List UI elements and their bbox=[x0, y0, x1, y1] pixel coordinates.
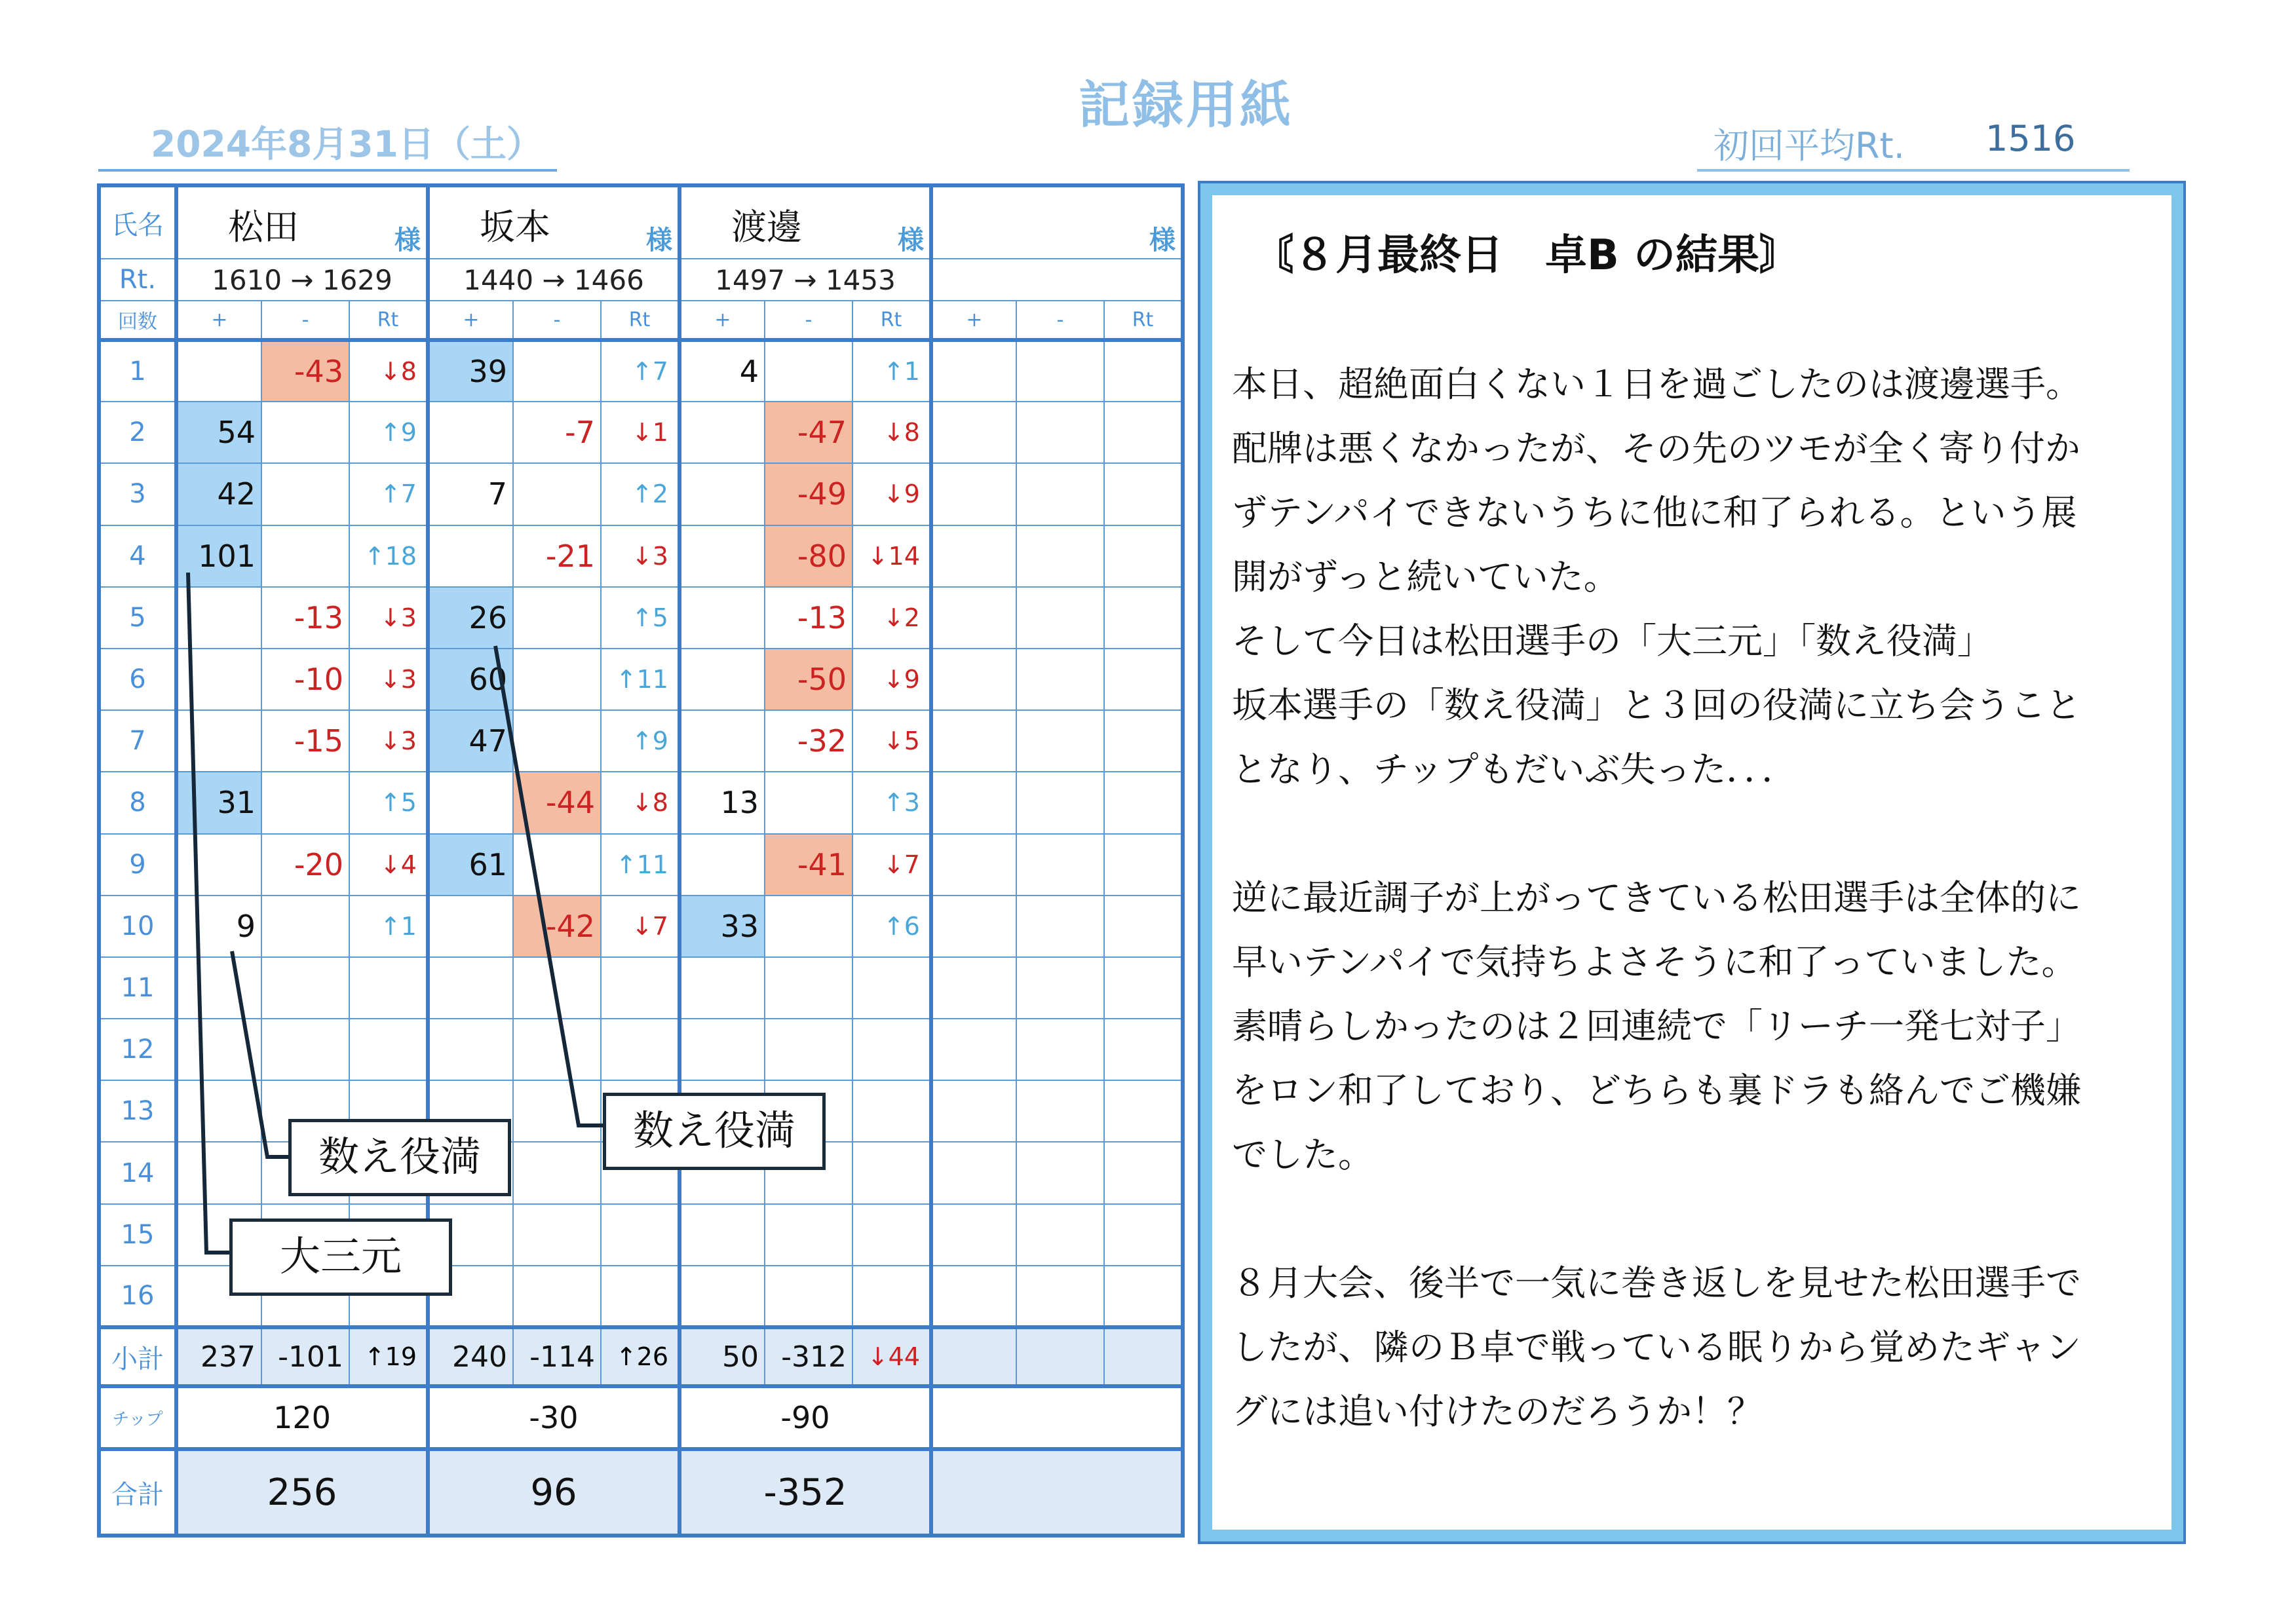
label-total: 合計 bbox=[99, 1449, 176, 1536]
score-rt: ↑2 bbox=[601, 463, 679, 525]
score-minus: -50 bbox=[765, 649, 852, 710]
score-minus: -49 bbox=[765, 463, 852, 525]
score-rt: ↑11 bbox=[601, 649, 679, 710]
avg-rating-label: 初回平均Rt. bbox=[1713, 125, 1905, 166]
comment-line: ８月大会、後半で一気に巻き返しを見せた松田選手で bbox=[1232, 1262, 2081, 1304]
score-minus: -44 bbox=[513, 772, 601, 833]
avg-rating-value: 1516 bbox=[1985, 118, 2076, 159]
score-plus: 9 bbox=[176, 896, 261, 957]
subtotal-rt: ↓44 bbox=[852, 1327, 931, 1386]
score-minus: -13 bbox=[765, 587, 852, 649]
subtotal-minus: -312 bbox=[765, 1327, 852, 1386]
score-rt: ↑7 bbox=[349, 463, 428, 525]
total-value: 96 bbox=[428, 1449, 679, 1536]
score-minus: -42 bbox=[513, 896, 601, 957]
score-rt: ↓2 bbox=[852, 587, 931, 649]
score-minus: -80 bbox=[765, 525, 852, 587]
col-header-plus: + bbox=[428, 301, 513, 340]
score-rt: ↑11 bbox=[601, 834, 679, 896]
score-rt: ↓8 bbox=[349, 340, 428, 402]
col-header-plus: + bbox=[679, 301, 765, 340]
label-round: 回数 bbox=[99, 301, 176, 340]
score-minus: -32 bbox=[765, 710, 852, 772]
comment-line: そして今日は松田選手の「大三元」「数え役満」 bbox=[1232, 620, 1993, 662]
callout-kazoe-yakuman-sakamoto: 数え役満 bbox=[603, 1093, 826, 1170]
leader-kazoe-sakamoto bbox=[495, 646, 603, 1125]
score-rt: ↑9 bbox=[349, 402, 428, 463]
round-number: 11 bbox=[99, 957, 176, 1019]
round-number: 9 bbox=[99, 834, 176, 896]
col-header-minus: - bbox=[513, 301, 601, 340]
comment-line: でした。 bbox=[1232, 1134, 1373, 1175]
score-rt: ↓3 bbox=[349, 649, 428, 710]
score-plus: 60 bbox=[428, 649, 513, 710]
score-rt: ↑3 bbox=[852, 772, 931, 833]
round-number: 12 bbox=[99, 1019, 176, 1080]
score-rt: ↑9 bbox=[601, 710, 679, 772]
round-number: 6 bbox=[99, 649, 176, 710]
score-rt: ↓9 bbox=[852, 649, 931, 710]
score-rt: ↓5 bbox=[852, 710, 931, 772]
subtotal-minus: -101 bbox=[261, 1327, 349, 1386]
score-rt: ↓3 bbox=[349, 587, 428, 649]
player-name: 渡邊 bbox=[731, 206, 802, 248]
player-rt-change: 1610 → 1629 bbox=[176, 259, 428, 301]
chip-value: 120 bbox=[176, 1386, 428, 1449]
score-plus: 31 bbox=[176, 772, 261, 833]
label-subtotal: 小計 bbox=[99, 1327, 176, 1386]
col-header-rt: Rt bbox=[852, 301, 931, 340]
comment-line: 本日、超絶面白くない１日を過ごしたのは渡邊選手。 bbox=[1232, 364, 2081, 405]
comment-line: 坂本選手の「数え役満」と３回の役満に立ち会うこと bbox=[1232, 685, 2081, 726]
honorific-sama: 様 bbox=[898, 225, 924, 255]
subtotal-minus: -114 bbox=[513, 1327, 601, 1386]
score-rt: ↓8 bbox=[601, 772, 679, 833]
leader-kazoe-matsuda bbox=[232, 951, 288, 1157]
score-minus: -10 bbox=[261, 649, 349, 710]
round-number: 5 bbox=[99, 587, 176, 649]
round-number: 4 bbox=[99, 525, 176, 587]
round-number: 16 bbox=[99, 1266, 176, 1327]
label-rt: Rt. bbox=[99, 259, 176, 301]
score-minus: -20 bbox=[261, 834, 349, 896]
score-plus: 61 bbox=[428, 834, 513, 896]
score-minus: -7 bbox=[513, 402, 601, 463]
player-rt-change: 1497 → 1453 bbox=[679, 259, 931, 301]
player-name: 坂本 bbox=[480, 206, 550, 248]
round-number: 13 bbox=[99, 1080, 176, 1142]
score-rt: ↑5 bbox=[349, 772, 428, 833]
score-plus: 54 bbox=[176, 402, 261, 463]
round-number: 10 bbox=[99, 896, 176, 957]
score-rt: ↓8 bbox=[852, 402, 931, 463]
player-rt-change: 1440 → 1466 bbox=[428, 259, 679, 301]
round-number: 2 bbox=[99, 402, 176, 463]
subtotal-plus: 50 bbox=[679, 1327, 765, 1386]
score-rt: ↑1 bbox=[349, 896, 428, 957]
col-header-rt: Rt bbox=[601, 301, 679, 340]
score-plus: 4 bbox=[679, 340, 765, 402]
callout-daisangen: 大三元 bbox=[229, 1218, 452, 1296]
comment-line: 配牌は悪くなかったが、その先のツモが全く寄り付か bbox=[1232, 428, 2080, 469]
score-plus: 42 bbox=[176, 463, 261, 525]
callout-kazoe-yakuman-matsuda: 数え役満 bbox=[288, 1119, 511, 1196]
col-header-minus: - bbox=[261, 301, 349, 340]
comment-line: 逆に最近調子が上がってきている松田選手は全体的に bbox=[1232, 877, 2081, 918]
label-chip: チップ bbox=[99, 1386, 176, 1449]
round-number: 1 bbox=[99, 340, 176, 402]
col-header-plus: + bbox=[176, 301, 261, 340]
comment-line: 開がずっと続いていた。 bbox=[1232, 556, 1619, 597]
score-minus: -43 bbox=[261, 340, 349, 402]
score-minus: -13 bbox=[261, 587, 349, 649]
honorific-sama: 様 bbox=[394, 225, 421, 255]
page-title: 記録用紙 bbox=[1078, 76, 1293, 135]
score-rt: ↓4 bbox=[349, 834, 428, 896]
col-header-minus: - bbox=[765, 301, 852, 340]
score-plus: 13 bbox=[679, 772, 765, 833]
score-plus: 39 bbox=[428, 340, 513, 402]
score-rt: ↓1 bbox=[601, 402, 679, 463]
comment-line: をロン和了しており、どちらも裏ドラも絡んでご機嫌 bbox=[1232, 1070, 2081, 1111]
subtotal-rt: ↑19 bbox=[349, 1327, 428, 1386]
score-rt: ↓7 bbox=[601, 896, 679, 957]
comment-line: 素晴らしかったのは２回連続で「リーチ一発七対子」 bbox=[1232, 1006, 2081, 1047]
score-minus: -47 bbox=[765, 402, 852, 463]
score-rt: ↓9 bbox=[852, 463, 931, 525]
col-header-plus: + bbox=[931, 301, 1016, 340]
round-number: 14 bbox=[99, 1142, 176, 1203]
chip-value: -30 bbox=[428, 1386, 679, 1449]
comment-heading: 〘８月最終日 卓B の結果〙 bbox=[1252, 231, 1802, 280]
score-rt: ↑5 bbox=[601, 587, 679, 649]
score-rt: ↓7 bbox=[852, 834, 931, 896]
score-plus: 26 bbox=[428, 587, 513, 649]
subtotal-plus: 237 bbox=[176, 1327, 261, 1386]
comment-line: となり、チップもだいぶ失った．．． bbox=[1232, 749, 1797, 790]
honorific-sama: 様 bbox=[1149, 225, 1176, 255]
score-plus: 47 bbox=[428, 710, 513, 772]
score-rt: ↓3 bbox=[601, 525, 679, 587]
subtotal-plus: 240 bbox=[428, 1327, 513, 1386]
score-rt: ↑1 bbox=[852, 340, 931, 402]
comment-line: したが、隣のＢ卓で戦っている眠りから覚めたギャン bbox=[1232, 1327, 2081, 1368]
round-number: 8 bbox=[99, 772, 176, 833]
comment-line: 早いテンパイで気持ちよさそうに和了っていました。 bbox=[1232, 941, 2077, 983]
label-name: 氏名 bbox=[99, 185, 176, 259]
chip-value: -90 bbox=[679, 1386, 931, 1449]
player-name: 松田 bbox=[228, 206, 299, 248]
total-value: -352 bbox=[679, 1449, 931, 1536]
score-plus: 101 bbox=[176, 525, 261, 587]
score-rt: ↓3 bbox=[349, 710, 428, 772]
round-number: 15 bbox=[99, 1204, 176, 1266]
col-header-minus: - bbox=[1016, 301, 1104, 340]
score-minus: -41 bbox=[765, 834, 852, 896]
comment-line: ずテンパイできないうちに他に和了られる。という展 bbox=[1232, 492, 2077, 533]
score-rt: ↑18 bbox=[349, 525, 428, 587]
honorific-sama: 様 bbox=[646, 225, 672, 255]
score-rt: ↑6 bbox=[852, 896, 931, 957]
score-plus: 7 bbox=[428, 463, 513, 525]
date-text: 2024年8月31日（土） bbox=[151, 123, 543, 165]
score-rt: ↑7 bbox=[601, 340, 679, 402]
score-plus: 33 bbox=[679, 896, 765, 957]
round-number: 7 bbox=[99, 710, 176, 772]
round-number: 3 bbox=[99, 463, 176, 525]
comment-line: グには追い付けたのだろうか！？ bbox=[1232, 1391, 1763, 1432]
score-rt: ↓14 bbox=[852, 525, 931, 587]
col-header-rt: Rt bbox=[1104, 301, 1183, 340]
score-minus: -21 bbox=[513, 525, 601, 587]
total-value: 256 bbox=[176, 1449, 428, 1536]
score-minus: -15 bbox=[261, 710, 349, 772]
subtotal-rt: ↑26 bbox=[601, 1327, 679, 1386]
leader-daisangen bbox=[188, 573, 229, 1253]
col-header-rt: Rt bbox=[349, 301, 428, 340]
